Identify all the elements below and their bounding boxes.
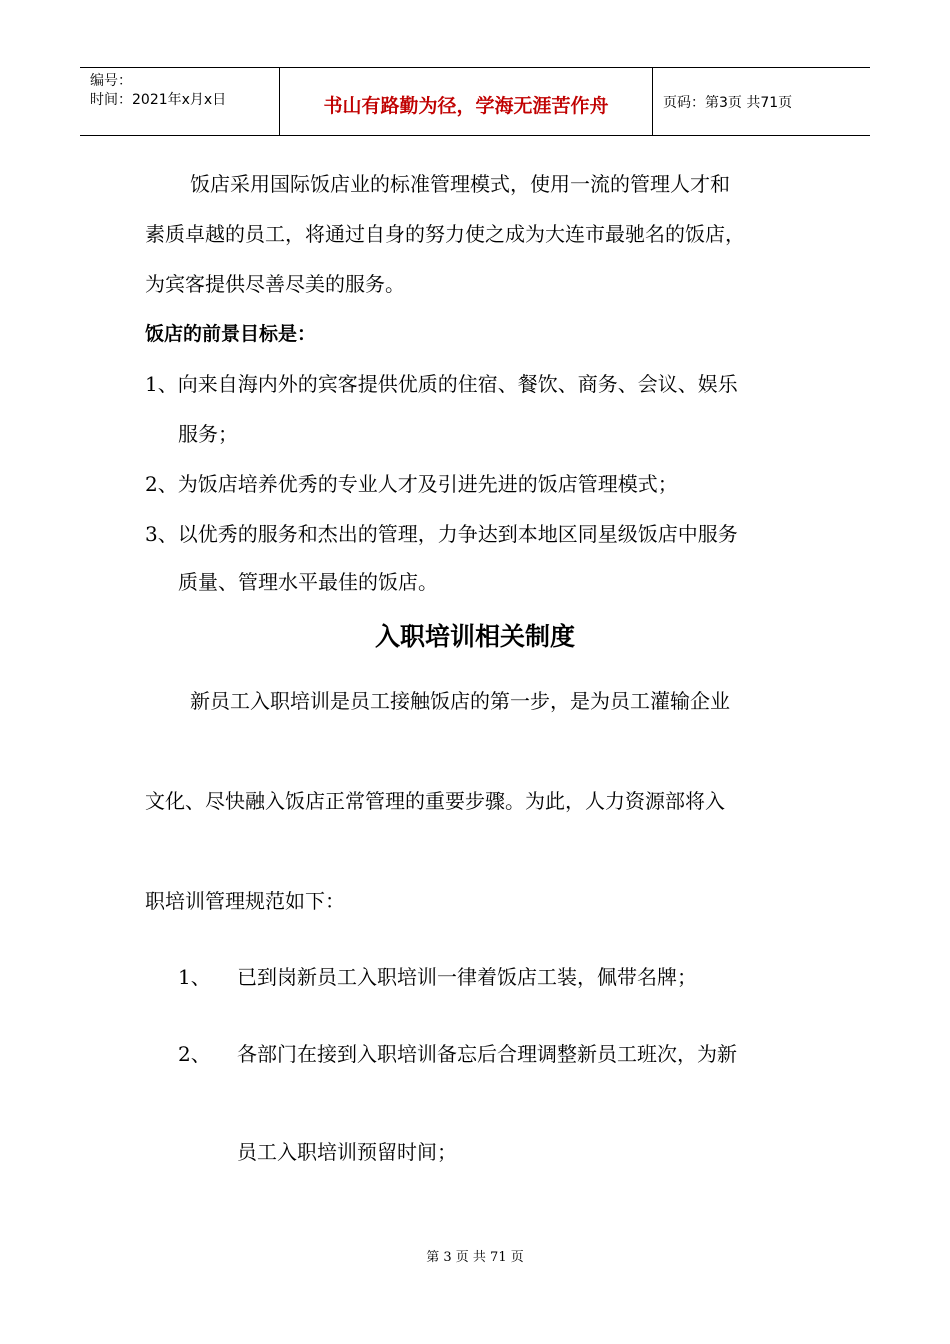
goals-title: 饭店的前景目标是：	[145, 323, 317, 345]
goal-item-2: 2、为饭店培养优秀的专业人才及引进先进的饭店管理模式；	[145, 472, 678, 496]
intro-line-1: 饭店采用国际饭店业的标准管理模式，使用一流的管理人才和	[190, 172, 730, 196]
goal-item-3-line-1: 3、以优秀的服务和杰出的管理，力争达到本地区同星级饭店中服务	[145, 522, 738, 546]
intro-line-3: 为宾客提供尽善尽美的服务。	[145, 272, 405, 296]
document-time-label: 时间：2021年x月x日	[90, 92, 227, 108]
goal-item-1-line-2: 服务；	[178, 422, 238, 446]
page-footer: 第 3 页 共 71 页	[426, 1250, 524, 1265]
training-paragraph-line-3: 职培训管理规范如下：	[145, 889, 345, 913]
header-page-info: 页码：第3页 共71页	[663, 94, 793, 111]
section-heading: 入职培训相关制度	[374, 622, 575, 651]
header-meta	[80, 68, 280, 135]
rule-2-line-1: 各部门在接到入职培训备忘后合理调整新员工班次，为新	[237, 1042, 737, 1066]
goal-item-1-line-1: 1、向来自海内外的宾客提供优质的住宿、餐饮、商务、会议、娱乐	[145, 372, 738, 396]
document-number-label: 编号：	[90, 73, 132, 89]
header-motto: 书山有路勤为径，学海无涯苦作舟	[280, 68, 653, 135]
intro-line-2: 素质卓越的员工，将通过自身的努力使之成为大连市最驰名的饭店，	[145, 222, 745, 246]
page-header	[80, 67, 870, 136]
rule-1-number: 1、	[178, 965, 211, 989]
training-paragraph-line-1: 新员工入职培训是员工接触饭店的第一步，是为员工灌输企业	[190, 689, 730, 713]
rule-2-line-2: 员工入职培训预留时间；	[237, 1140, 457, 1164]
rule-1-text: 已到岗新员工入职培训一律着饭店工装，佩带名牌；	[237, 965, 697, 989]
rule-2-number: 2、	[178, 1042, 211, 1066]
goal-item-3-line-2: 质量、管理水平最佳的饭店。	[178, 570, 438, 594]
training-paragraph-line-2: 文化、尽快融入饭店正常管理的重要步骤。为此，人力资源部将入	[145, 789, 725, 813]
